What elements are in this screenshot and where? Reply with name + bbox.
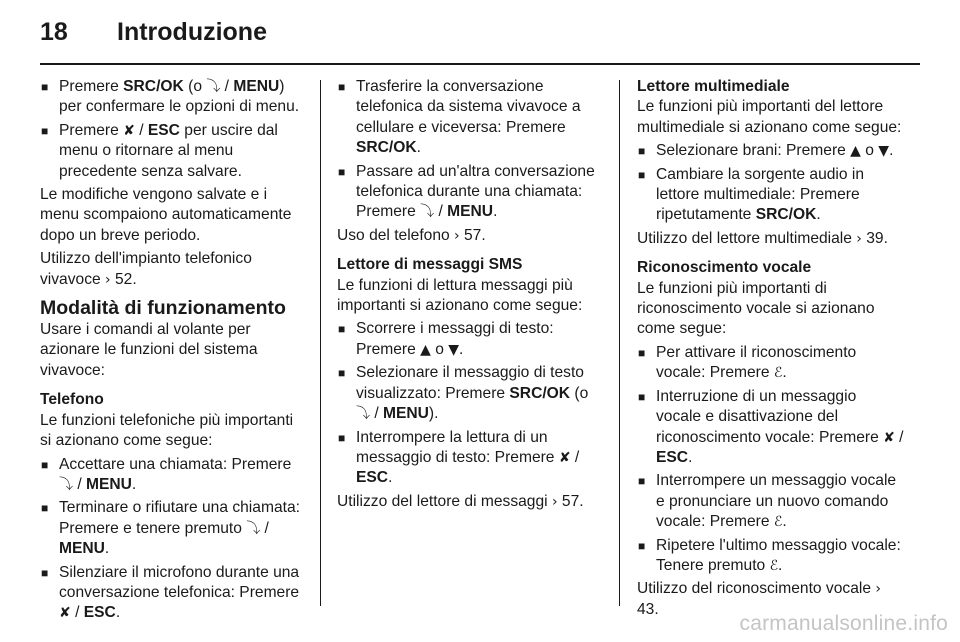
column-3 — [637, 77, 905, 623]
column-1 — [40, 77, 308, 627]
list-item: ■ Premere ✘ / ESC per uscire dal menu o ritornare al menu precedente senza salvare. — [40, 121, 308, 182]
phone-handset-icon: ⤵ — [59, 476, 73, 493]
paragraph: Utilizzo del riconoscimento vocale › 43. — [637, 580, 881, 618]
hang-up-icon: ✘ — [883, 429, 895, 446]
subsection-heading: Lettore multimediale — [637, 78, 790, 95]
paragraph: Utilizzo del lettore di messaggi › 57. — [337, 492, 584, 510]
paragraph: Le funzioni più importanti del lettore multimediale si azionano come segue: — [637, 98, 902, 136]
paragraph: Le funzioni di lettura messaggi più importanti si azionano come segue: — [337, 276, 583, 315]
list-item: ■ Trasferire la conversazione telefonica da sistema vivavoce a cellulare e viceversa: Premere SRC/OK. — [337, 77, 605, 159]
list-item: ■ Accettare una chiamata: Premere ⤵ / MENU. — [40, 455, 308, 496]
paragraph: Utilizzo del lettore multimediale › 39. — [637, 229, 888, 247]
page-reference[interactable]: 43. — [637, 600, 659, 618]
column-divider-2 — [619, 80, 620, 606]
list-item: ■ Cambiare la sorgente audio in lettore multimediale: Premere ripetutamente SRC/OK. — [637, 165, 905, 226]
page-reference-arrow-icon: › — [856, 230, 862, 247]
section-heading: Modalità di funzionamento — [40, 297, 286, 320]
list-item: ■ Ripetere l'ultimo messaggio vocale: Tenere premuto ℰ. — [637, 536, 905, 577]
voice-recognition-icon: ℰ — [773, 514, 783, 531]
voice-recognition-icon: ℰ — [773, 365, 783, 382]
subsection-heading: Telefono — [40, 391, 104, 409]
hang-up-icon: ✘ — [59, 605, 71, 622]
page-reference[interactable]: 39. — [866, 229, 888, 247]
list-item: ■ Scorrere i messaggi di testo: Premere ▲ o ▼. — [337, 319, 605, 360]
page-reference[interactable]: 57. — [463, 226, 486, 244]
list-item: ■ Passare ad un'altra conversazione telefonica durante una chiamata: Premere ⤵ / MENU. — [337, 162, 605, 223]
phone-handset-icon: ⤵ — [206, 79, 221, 95]
key-menu: MENU — [233, 78, 280, 95]
voice-recognition-icon: ℰ — [769, 557, 779, 574]
page-reference-arrow-icon: › — [875, 581, 881, 598]
paragraph: Utilizzo dell'impianto telefonico vivavoce › 52. — [40, 250, 252, 288]
list-item: ■ Interruzione di un messaggio vocale e disattivazione del riconoscimento vocale: Premere ✘ / ESC. — [637, 387, 905, 469]
page-reference-arrow-icon: › — [105, 271, 111, 288]
subsection-heading: Lettore di messaggi SMS — [337, 256, 523, 274]
list-item: ■ Interrompere la lettura di un messaggio di testo: Premere ✘ / ESC. — [337, 428, 605, 489]
arrow-up-icon: ▲ — [850, 143, 861, 160]
paragraph: Uso del telefono › 57. — [337, 226, 486, 244]
list-item: ■ Terminare o rifiutare una chiamata: Premere e tenere premuto ⤵ / MENU. — [40, 498, 308, 559]
page-number: 18 — [40, 18, 68, 46]
paragraph: Le funzioni telefoniche più importanti si azionano come segue: — [40, 411, 294, 450]
list-item: ■ Premere SRC/OK (o ⤵ / MENU) per confermare le opzioni di menu. — [40, 77, 308, 118]
arrow-down-icon: ▼ — [878, 143, 890, 160]
list-item: ■ Per attivare il riconoscimento vocale: Premere ℰ. — [637, 343, 905, 384]
paragraph: Le funzioni più importanti di riconoscimento vocale si azionano come segue: — [637, 279, 875, 338]
header-rule — [40, 63, 920, 65]
subsection-heading: Riconoscimento vocale — [637, 259, 812, 277]
paragraph: Le modifiche vengono salvate e i menu scompaiono automaticamente dopo un breve periodo. — [40, 186, 292, 244]
key-esc: ESC — [147, 121, 180, 139]
arrow-up-icon: ▲ — [420, 341, 431, 358]
column-divider-1 — [320, 80, 321, 606]
page-reference[interactable]: 52. — [114, 270, 137, 288]
page-reference-arrow-icon: › — [551, 493, 558, 510]
phone-handset-icon: ⤵ — [246, 520, 261, 537]
list-item: ■ Selezionare brani: Premere ▲ o ▼. — [637, 141, 905, 161]
hang-up-icon: ✘ — [123, 122, 135, 139]
page-reference[interactable]: 57. — [561, 492, 584, 510]
page-header — [40, 18, 920, 58]
hang-up-icon: ✘ — [558, 449, 571, 466]
watermark: carmanualsonline.info — [739, 612, 948, 635]
list-item: ■ Silenziare il microfono durante una conversazione telefonica: Premere ✘ / ESC. — [40, 563, 308, 624]
list-item: ■ Selezionare il messaggio di testo visualizzato: Premere SRC/OK (o ⤵ / MENU). — [337, 363, 605, 424]
page-title: Introduzione — [117, 18, 267, 46]
phone-handset-icon: ⤵ — [356, 406, 370, 423]
paragraph: Usare i comandi al volante per azionare le funzioni del sistema vivavoce: — [40, 321, 258, 379]
list-item: ■ Interrompere un messaggio vocale e pronunciare un nuovo comando vocale: Premere ℰ. — [637, 471, 905, 532]
arrow-down-icon: ▼ — [448, 341, 460, 358]
column-2 — [337, 77, 605, 515]
phone-handset-icon: ⤵ — [420, 204, 435, 221]
page-reference-arrow-icon: › — [454, 227, 460, 244]
key-src-ok: SRC/OK — [123, 78, 184, 95]
